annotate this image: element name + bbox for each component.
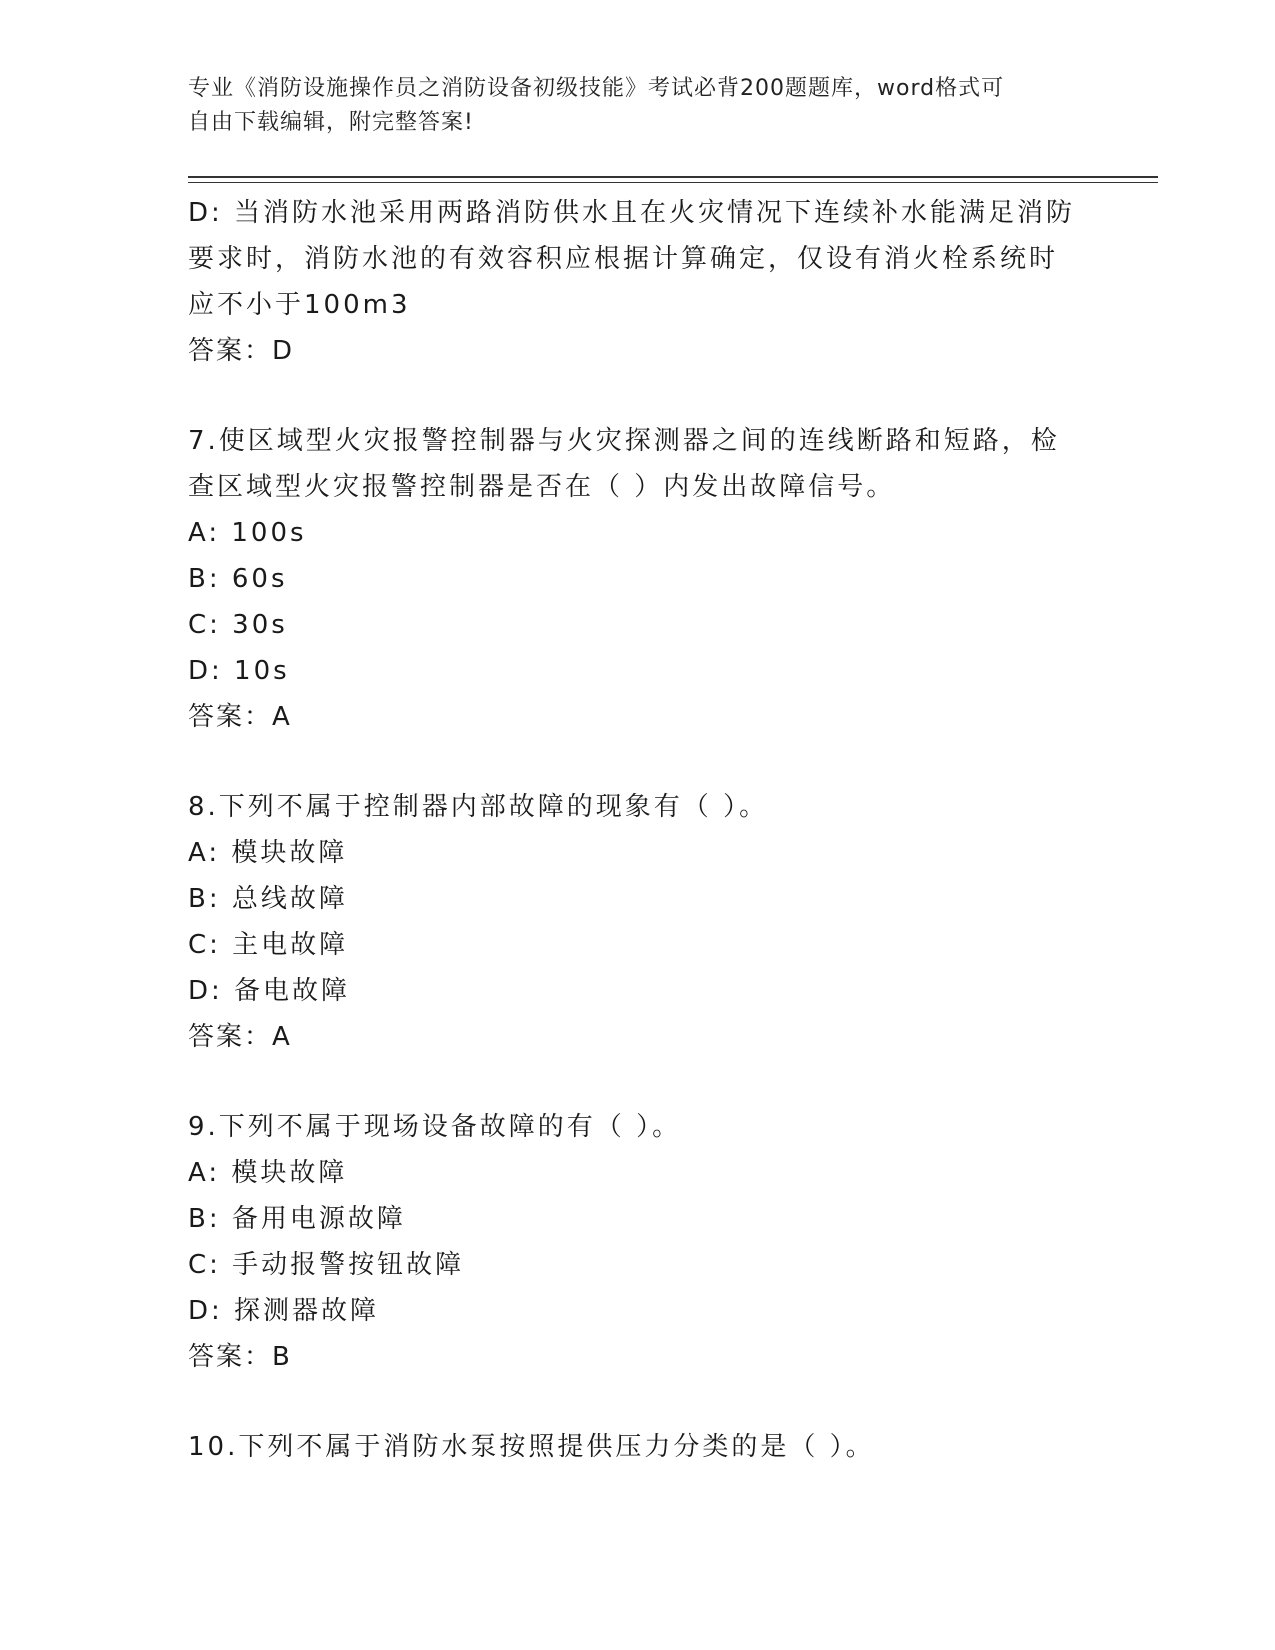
question-7 xyxy=(188,418,1088,740)
option-d: D: 探测器故障 xyxy=(188,1296,380,1326)
option-a: A: 模块故障 xyxy=(188,1158,348,1188)
option-d: D: 10s xyxy=(188,656,290,686)
question-9 xyxy=(188,1104,1088,1380)
answer-line: 答案：A xyxy=(188,702,292,732)
option-b: B: 60s xyxy=(188,564,288,594)
header-divider-thin xyxy=(188,182,1158,183)
question-10 xyxy=(188,1424,1088,1470)
document-header xyxy=(188,72,1088,140)
question-stem: 7.使区域型火灾报警控制器与火灾探测器之间的连线断路和短路，检 xyxy=(188,426,1060,456)
option-d: D: 备电故障 xyxy=(188,976,351,1006)
question-stem: 9.下列不属于现场设备故障的有（ ）。 xyxy=(188,1112,682,1142)
question-stem: 查区域型火灾报警控制器是否在（ ）内发出故障信号。 xyxy=(188,472,896,502)
spacer xyxy=(188,1060,1088,1104)
option-a: A: 100s xyxy=(188,518,307,548)
option-c: C: 30s xyxy=(188,610,288,640)
option-d-line: 应不小于100m3 xyxy=(188,290,411,320)
answer-line: 答案：D xyxy=(188,336,295,366)
spacer xyxy=(188,1380,1088,1424)
question-8 xyxy=(188,784,1088,1060)
answer-line: 答案：B xyxy=(188,1342,292,1372)
question-list xyxy=(188,190,1088,1470)
header-title-line-1: 专业《消防设施操作员之消防设备初级技能》考试必背200题题库，word格式可 xyxy=(188,76,1005,101)
option-d-line: 要求时，消防水池的有效容积应根据计算确定，仅设有消火栓系统时 xyxy=(188,244,1059,274)
spacer xyxy=(188,374,1088,418)
option-d-line: D: 当消防水池采用两路消防供水且在火灾情况下连续补水能满足消防 xyxy=(188,198,1076,228)
header-title-line-2: 自由下载编辑，附完整答案! xyxy=(188,110,474,135)
option-c: C: 主电故障 xyxy=(188,930,349,960)
question-stem: 8.下列不属于控制器内部故障的现象有（ ）。 xyxy=(188,792,769,822)
option-a: A: 模块故障 xyxy=(188,838,348,868)
question-stem: 10.下列不属于消防水泵按照提供压力分类的是（ ）。 xyxy=(188,1432,875,1462)
option-b: B: 备用电源故障 xyxy=(188,1204,406,1234)
option-c: C: 手动报警按钮故障 xyxy=(188,1250,465,1280)
option-b: B: 总线故障 xyxy=(188,884,348,914)
previous-question-tail xyxy=(188,190,1088,374)
header-divider-thick xyxy=(188,176,1158,178)
answer-line: 答案：A xyxy=(188,1022,292,1052)
spacer xyxy=(188,740,1088,784)
